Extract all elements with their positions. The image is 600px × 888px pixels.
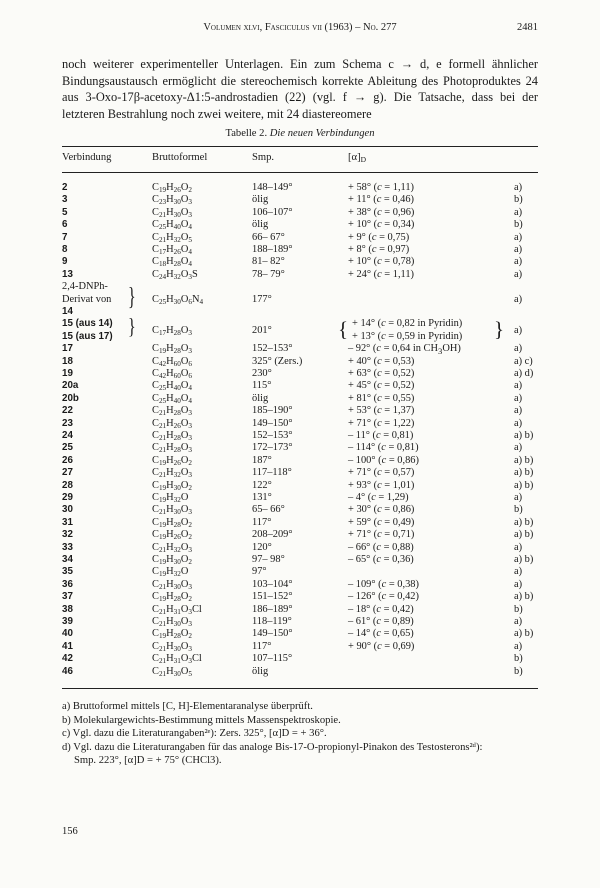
melting-point-cell: 188–189° — [252, 244, 293, 255]
rotation-cell: – 114° (c = 0,81) — [348, 442, 419, 454]
notes-cell: a) — [514, 492, 523, 503]
melting-point-cell: 152–153° — [252, 430, 293, 441]
table-body — [62, 182, 538, 678]
table-caption — [62, 128, 538, 139]
melting-point-cell: 103–104° — [252, 578, 293, 590]
body-paragraph: noch weiterer experimenteller Unterlagen. Ein zum Schema c → d, e formell ähnlicher Bindungsaustausch ermöglicht die stereochemisch korrekte Ableitung des Photoproduktes 24 aus 3-Oxo-17β-acetoxy-Δ1:5-androstadien (22) (vgl. f → g). Die Tatsache, dass bei der letzteren Bestrahlung noch zwei weitere, mit 24 diastereomere — [62, 57, 538, 121]
formula-cell: $C_{42}H_{60}O_6$ — [152, 368, 192, 380]
compound-id: 40 — [62, 628, 73, 640]
table-header-row: Verbindung Bruttoformel Smp. $[\alpha]_D$ — [62, 152, 367, 164]
formula-cell: $C_{21}H_{30}O_3$ — [152, 578, 192, 591]
formula-cell: $C_{25}H_{40}O_4$ — [152, 392, 192, 405]
compound-id: 35 — [62, 566, 73, 578]
rotation-cell: – 4° (c = 1,29) — [348, 492, 409, 503]
notes-cell: a) c) — [514, 355, 533, 367]
footnote-c: c) Vgl. dazu die Literaturangaben²ᵉ): Zers. 325°, [α]D = + 36°. — [62, 728, 327, 739]
melting-point-cell: 122° — [252, 479, 272, 491]
compound-id: 15 (aus 17) — [62, 330, 113, 342]
formula-cell: $C_{21}H_{28}O_3$ — [152, 430, 192, 442]
rotation-cell: – 126° (c = 0,42) — [348, 591, 419, 603]
rotation-cell: + 24° (c = 1,11) — [348, 268, 415, 280]
compound-id: 41 — [62, 640, 73, 652]
table-top-rule — [62, 146, 538, 147]
formula-cell: $C_{21}H_{30}O_3$ — [152, 504, 192, 517]
compound-id: 8 — [62, 244, 68, 255]
formula-cell: $C_{17}H_{26}O_4$ — [152, 244, 192, 256]
notes-cell: a) b) — [514, 430, 534, 441]
footnotes — [62, 700, 538, 768]
melting-point-cell: 177° — [252, 293, 272, 305]
header-mp: Smp. — [252, 152, 275, 163]
brace-mark: } — [128, 283, 136, 311]
rotation-cell: + 8° (c = 0,97) — [348, 244, 410, 255]
compound-id: 18 — [62, 355, 73, 367]
compound-id: 25 — [62, 442, 73, 454]
melting-point-cell: 325° (Zers.) — [252, 355, 303, 367]
notes-cell: a) — [514, 380, 523, 392]
formula-cell: $C_{25}H_{40}O_4$ — [152, 219, 192, 232]
notes-cell: b) — [514, 194, 523, 206]
notes-cell: a) b) — [514, 467, 534, 479]
compound-id: 13 — [62, 268, 73, 280]
header-compound: Verbindung — [62, 152, 112, 163]
brace-mark: } — [494, 317, 505, 342]
formula-cell: $C_{19}H_{32}O$ — [152, 566, 189, 579]
formula-cell: $C_{19}H_{30}O_2$ — [152, 479, 192, 492]
melting-point-cell: 230° — [252, 368, 272, 379]
compound-id: 19 — [62, 368, 73, 379]
compound-id: 2,4-DNPh- — [62, 281, 108, 293]
melting-point-cell: 186–189° — [252, 603, 293, 615]
compound-id: 26 — [62, 454, 73, 466]
notes-cell: b) — [514, 665, 523, 677]
melting-point-cell: 131° — [252, 492, 272, 503]
compound-id: 23 — [62, 417, 73, 429]
formula-cell: $C_{19}H_{28}O_2$ — [152, 591, 192, 604]
melting-point-cell: 81– 82° — [252, 256, 285, 268]
notes-cell: a) — [514, 541, 523, 553]
melting-point-cell: 148–149° — [252, 182, 293, 193]
rotation-cell: – 109° (c = 0,38) — [348, 578, 419, 590]
table-caption-label: Tabelle 2. — [225, 128, 268, 139]
compound-id: 30 — [62, 504, 73, 516]
notes-cell: a) — [514, 578, 523, 590]
rotation-cell: – 65° (c = 0,36) — [348, 554, 414, 565]
formula-cell: $C_{24}H_{32}O_3S$ — [152, 268, 198, 281]
melting-point-cell: ölig — [252, 219, 269, 231]
compound-id: 9 — [62, 256, 68, 268]
formula-cell: $C_{21}H_{32}O_3$ — [152, 541, 192, 554]
formula-cell: $C_{21}H_{32}O_5$ — [152, 231, 192, 244]
notes-cell: a) — [514, 206, 523, 218]
rotation-cell: – 100° (c = 0,86) — [348, 454, 419, 466]
rotation-cell: + 11° (c = 0,46) — [348, 194, 415, 206]
rotation-cell: + 14° (c = 0,82 in Pyridin) — [352, 318, 463, 330]
rotation-cell: + 71° (c = 1,22) — [348, 417, 415, 429]
compound-id: 34 — [62, 554, 73, 565]
notes-cell: a) b) — [514, 628, 534, 640]
formula-cell: $C_{21}H_{31}O_3Cl$ — [152, 603, 202, 616]
melting-point-cell: 107–115° — [252, 653, 293, 665]
compound-id: 39 — [62, 616, 73, 627]
rotation-cell: – 66° (c = 0,88) — [348, 541, 414, 553]
header-formula: Bruttoformel — [152, 152, 208, 163]
formula-cell: $C_{19}H_{26}O_2$ — [152, 182, 192, 194]
formula-cell: $C_{25}H_{40}O_4$ — [152, 380, 192, 393]
formula-cell: $C_{19}H_{30}O_2$ — [152, 554, 192, 566]
formula-cell: $C_{21}H_{30}O_3$ — [152, 640, 192, 653]
notes-cell: a) b) — [514, 479, 534, 491]
formula-cell: $C_{19}H_{28}O_3$ — [152, 343, 192, 356]
compound-id: 24 — [62, 430, 73, 441]
compound-id: Derivat von — [62, 293, 112, 305]
compound-id: 37 — [62, 591, 73, 603]
melting-point-cell: 201° — [252, 324, 272, 336]
melting-point-cell: 118–119° — [252, 616, 292, 627]
notes-cell: a) — [514, 268, 523, 280]
compound-id: 28 — [62, 479, 73, 491]
formula-cell: $C_{42}H_{60}O_6$ — [152, 355, 192, 368]
compound-id: 6 — [62, 219, 68, 231]
compound-id: 29 — [62, 492, 73, 503]
melting-point-cell: 65– 66° — [252, 504, 285, 516]
rotation-cell: + 9° (c = 0,75) — [348, 231, 410, 243]
rotation-cell: + 93° (c = 1,01) — [348, 479, 415, 491]
compound-id: 36 — [62, 578, 73, 590]
formula-cell: $C_{19}H_{28}O_2$ — [152, 516, 192, 529]
melting-point-cell: 117° — [252, 516, 272, 528]
compound-id: 7 — [62, 231, 68, 243]
notes-cell: b) — [514, 653, 523, 665]
melting-point-cell: 149–150° — [252, 417, 293, 429]
compound-id: 46 — [62, 665, 73, 677]
compound-id: 31 — [62, 516, 73, 528]
notes-cell: b) — [514, 603, 523, 615]
melting-point-cell: ölig — [252, 392, 269, 404]
compound-id: 5 — [62, 206, 68, 218]
rotation-cell: + 13° (c = 0,59 in Pyridin) — [352, 330, 463, 342]
notes-cell: a) b) — [514, 591, 534, 603]
melting-point-cell: ölig — [252, 665, 269, 677]
rotation-cell: + 63° (c = 0,52) — [348, 368, 415, 379]
melting-point-cell: 97– 98° — [252, 554, 285, 565]
rotation-cell: + 10° (c = 0,34) — [348, 219, 415, 231]
rotation-cell: – 14° (c = 0,65) — [348, 628, 414, 640]
brace-mark: { — [338, 317, 349, 342]
rotation-cell: – 18° (c = 0,42) — [348, 603, 414, 615]
melting-point-cell: 117–118° — [252, 467, 292, 479]
notes-cell: a) — [514, 343, 523, 355]
rotation-cell: + 58° (c = 1,11) — [348, 182, 415, 193]
rotation-cell: – 61° (c = 0,89) — [348, 616, 414, 627]
compound-id: 3 — [62, 194, 68, 206]
rotation-cell: + 38° (c = 0,96) — [348, 206, 415, 218]
brace-mark: } — [128, 315, 136, 340]
rotation-cell: + 40° (c = 0,53) — [348, 355, 415, 367]
notes-cell: a) — [514, 392, 523, 404]
notes-cell: a) — [514, 244, 523, 255]
melting-point-cell: 78– 79° — [252, 268, 285, 280]
table-header-rule — [62, 172, 538, 173]
compound-id: 15 (aus 14) — [62, 318, 113, 330]
footnote-a: a) Bruttoformel mittels [C, H]-Elementaranalyse überprüft. — [62, 701, 313, 712]
notes-cell: a) — [514, 182, 523, 193]
table-bottom-rule — [62, 688, 538, 689]
footer-page-number: 156 — [62, 826, 78, 837]
rotation-cell: + 53° (c = 1,37) — [348, 405, 415, 417]
melting-point-cell: 117° — [252, 640, 272, 652]
formula-cell: $C_{21}H_{30}O_5$ — [152, 665, 192, 678]
formula-cell: $C_{25}H_{30}O_6N_4$ — [152, 293, 204, 306]
notes-cell: a) — [514, 293, 523, 305]
compound-id: 20b — [62, 392, 79, 404]
melting-point-cell: 120° — [252, 541, 272, 553]
melting-point-cell: 185–190° — [252, 405, 293, 417]
formula-cell: $C_{21}H_{30}O_3$ — [152, 616, 192, 628]
rotation-cell: + 59° (c = 0,49) — [348, 516, 415, 528]
rotation-cell: + 71° (c = 0,71) — [348, 529, 415, 541]
formula-cell: $C_{21}H_{28}O_3$ — [152, 405, 192, 418]
formula-cell: $C_{19}H_{26}O_2$ — [152, 529, 192, 542]
melting-point-cell: ölig — [252, 194, 269, 206]
running-header — [62, 22, 538, 36]
melting-point-cell: 115° — [252, 380, 272, 392]
footnote-d-continued: Smp. 223°, [α]D = + 75° (CHCl3). — [74, 755, 222, 766]
rotation-cell: – 11° (c = 0,81) — [348, 430, 414, 441]
table-caption-title: Die neuen Verbindungen — [269, 128, 375, 139]
notes-cell: a) — [514, 256, 523, 268]
melting-point-cell: 149–150° — [252, 628, 293, 640]
notes-cell: a) b) — [514, 554, 534, 565]
formula-cell: $C_{18}H_{28}O_4$ — [152, 256, 192, 269]
notes-cell: a) — [514, 324, 523, 336]
notes-cell: a) — [514, 231, 523, 243]
compound-id: 2 — [62, 182, 68, 193]
formula-cell: $C_{21}H_{32}O_3$ — [152, 467, 192, 480]
notes-cell: a) — [514, 417, 523, 429]
notes-cell: a) b) — [514, 529, 534, 541]
running-title: Volumen xlvi, Fasciculus vii (1963) – No. 277 — [203, 22, 397, 33]
rotation-cell: – 92° (c = 0,64 in $CH_3OH$) — [348, 343, 461, 357]
compound-id: 38 — [62, 603, 73, 615]
melting-point-cell: 66– 67° — [252, 231, 285, 243]
formula-cell: $C_{21}H_{30}O_3$ — [152, 206, 192, 219]
rotation-cell: + 10° (c = 0,78) — [348, 256, 415, 268]
melting-point-cell: 151–152° — [252, 591, 293, 603]
rotation-cell: + 30° (c = 0,86) — [348, 504, 415, 516]
compound-id: 22 — [62, 405, 73, 417]
formula-cell: $C_{17}H_{28}O_3$ — [152, 324, 192, 337]
notes-cell: a) — [514, 405, 523, 417]
notes-cell: b) — [514, 219, 523, 231]
formula-cell: $C_{21}H_{31}O_3Cl$ — [152, 653, 202, 666]
formula-cell: $C_{19}H_{32}O$ — [152, 492, 189, 504]
notes-cell: a) b) — [514, 516, 534, 528]
notes-cell: a) — [514, 442, 523, 454]
notes-cell: a) — [514, 640, 523, 652]
melting-point-cell: 106–107° — [252, 206, 293, 218]
footnote-d: d) Vgl. dazu die Literaturangaben für das analoge Bis-17-O-propionyl-Pinakon des Testosterons²ᵈ): — [62, 741, 483, 753]
melting-point-cell: 152–153° — [252, 343, 293, 355]
compound-id: 42 — [62, 653, 73, 665]
formula-cell: $C_{21}H_{26}O_3$ — [152, 417, 192, 430]
notes-cell: a) — [514, 566, 523, 578]
footnote-b: b) Molekulargewichts-Bestimmung mittels Massenspektroskopie. — [62, 714, 341, 726]
compound-id: 17 — [62, 343, 73, 355]
formula-cell: $C_{21}H_{28}O_3$ — [152, 442, 192, 455]
melting-point-cell: 97° — [252, 566, 267, 578]
formula-cell: $C_{23}H_{30}O_3$ — [152, 194, 192, 207]
rotation-cell: + 81° (c = 0,55) — [348, 392, 415, 404]
melting-point-cell: 187° — [252, 454, 272, 466]
notes-cell: b) — [514, 504, 523, 516]
compound-id: 14 — [62, 305, 73, 317]
rotation-cell: + 45° (c = 0,52) — [348, 380, 415, 392]
formula-cell: $C_{19}H_{26}O_2$ — [152, 454, 192, 467]
page-number: 2481 — [517, 22, 538, 33]
notes-cell: a) — [514, 616, 523, 627]
notes-cell: a) d) — [514, 368, 534, 379]
compound-id: 20a — [62, 380, 79, 392]
notes-cell: a) b) — [514, 454, 534, 466]
compound-id: 27 — [62, 467, 73, 479]
rotation-cell: + 71° (c = 0,57) — [348, 467, 415, 479]
melting-point-cell: 208–209° — [252, 529, 293, 541]
melting-point-cell: 172–173° — [252, 442, 293, 454]
rotation-cell: + 90° (c = 0,69) — [348, 640, 415, 652]
compound-id: 33 — [62, 541, 73, 553]
formula-cell: $C_{19}H_{28}O_2$ — [152, 628, 192, 641]
compound-id: 32 — [62, 529, 73, 541]
